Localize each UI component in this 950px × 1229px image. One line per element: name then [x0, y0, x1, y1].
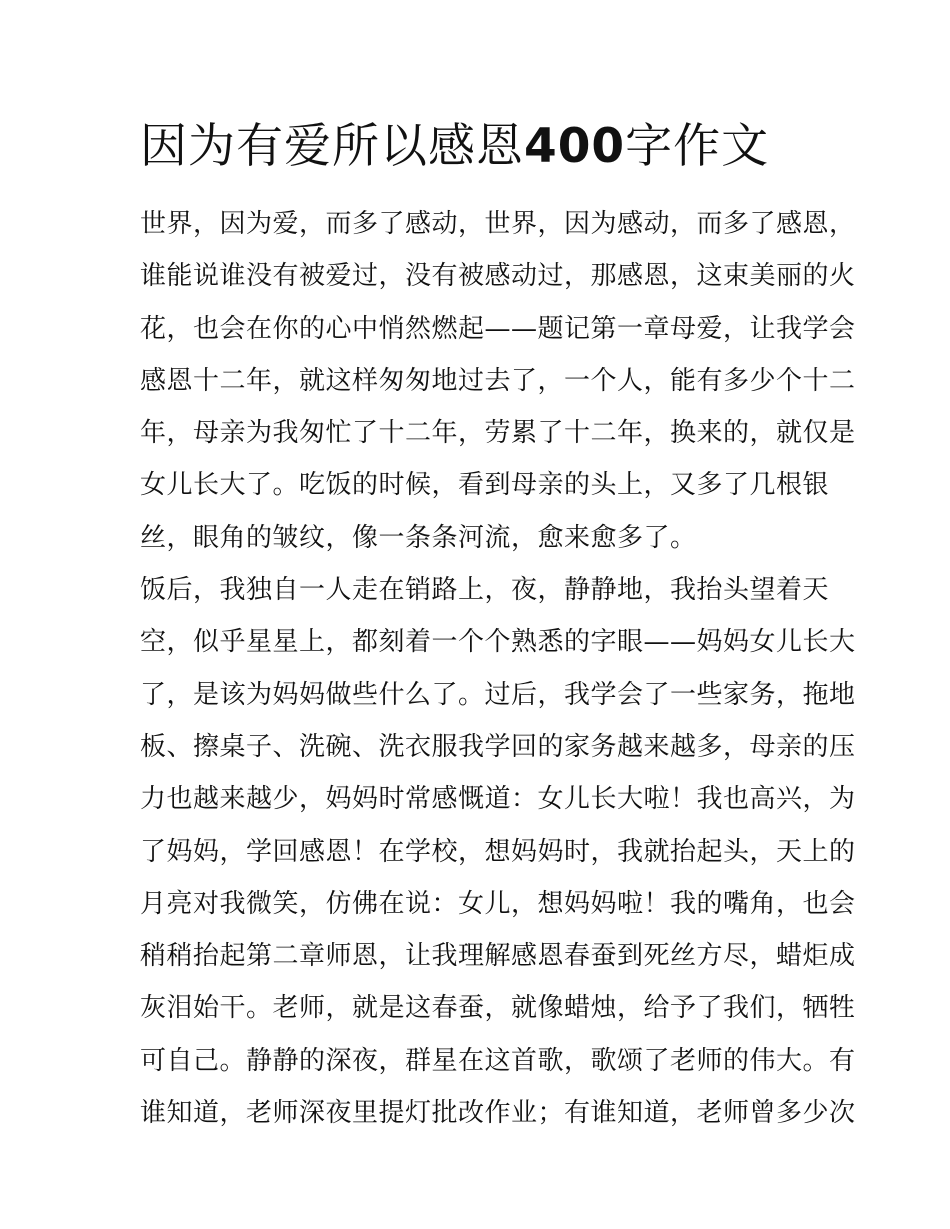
text-line: 丝，眼角的皱纹，像一条条河流，愈来愈多了。	[140, 522, 697, 553]
text-line: 灰泪始干。老师，就是这春蚕，就像蜡烛，给予了我们，牺牲	[140, 993, 856, 1024]
text-line: 年，母亲为我匆忙了十二年，劳累了十二年，换来的，就仅是	[140, 418, 856, 449]
title-number: 400	[524, 119, 626, 174]
text-line: 女儿长大了。吃饭的时候，看到母亲的头上，又多了几根银	[140, 470, 830, 501]
text-line: 饭后，我独自一人走在销路上，夜，静静地，我抬头望着天	[140, 575, 830, 606]
text-line: 板、擦桌子、洗碗、洗衣服我学回的家务越来越多，母亲的压	[140, 731, 856, 762]
text-line: 了妈妈，学回感恩！在学校，想妈妈时，我就抬起头，天上的	[140, 836, 856, 867]
essay-body	[140, 202, 856, 1143]
text-line: 感恩十二年，就这样匆匆地过去了，一个人，能有多少个十二	[140, 365, 856, 396]
title-main: 因为有爱所以感恩	[140, 119, 524, 174]
text-line: 世界，因为爱，而多了感动，世界，因为感动，而多了感恩，	[140, 209, 856, 239]
text-line: 力也越来越少，妈妈时常感慨道：女儿长大啦！我也高兴，为	[140, 784, 856, 815]
document-title	[140, 112, 840, 182]
text-line: 了，是该为妈妈做些什么了。过后，我学会了一些家务，拖地	[140, 679, 856, 710]
text-line: 空，似乎星星上，都刻着一个个熟悉的字眼——妈妈女儿长大	[140, 627, 856, 658]
text-line: 稍稍抬起第二章师恩，让我理解感恩春蚕到死丝方尽，蜡炬成	[140, 941, 856, 972]
text-line: 可自己。静静的深夜，群星在这首歌，歌颂了老师的伟大。有	[140, 1045, 856, 1076]
text-line: 谁能说谁没有被爱过，没有被感动过，那感恩，这束美丽的火	[140, 261, 856, 292]
text-line: 谁知道，老师深夜里提灯批改作业；有谁知道，老师曾多少次	[140, 1098, 856, 1129]
text-line: 月亮对我微笑，仿佛在说：女儿，想妈妈啦！我的嘴角，也会	[140, 888, 856, 919]
title-suffix: 字作文	[625, 119, 770, 174]
text-line: 花，也会在你的心中悄然燃起——题记第一章母爱，让我学会	[140, 313, 856, 344]
